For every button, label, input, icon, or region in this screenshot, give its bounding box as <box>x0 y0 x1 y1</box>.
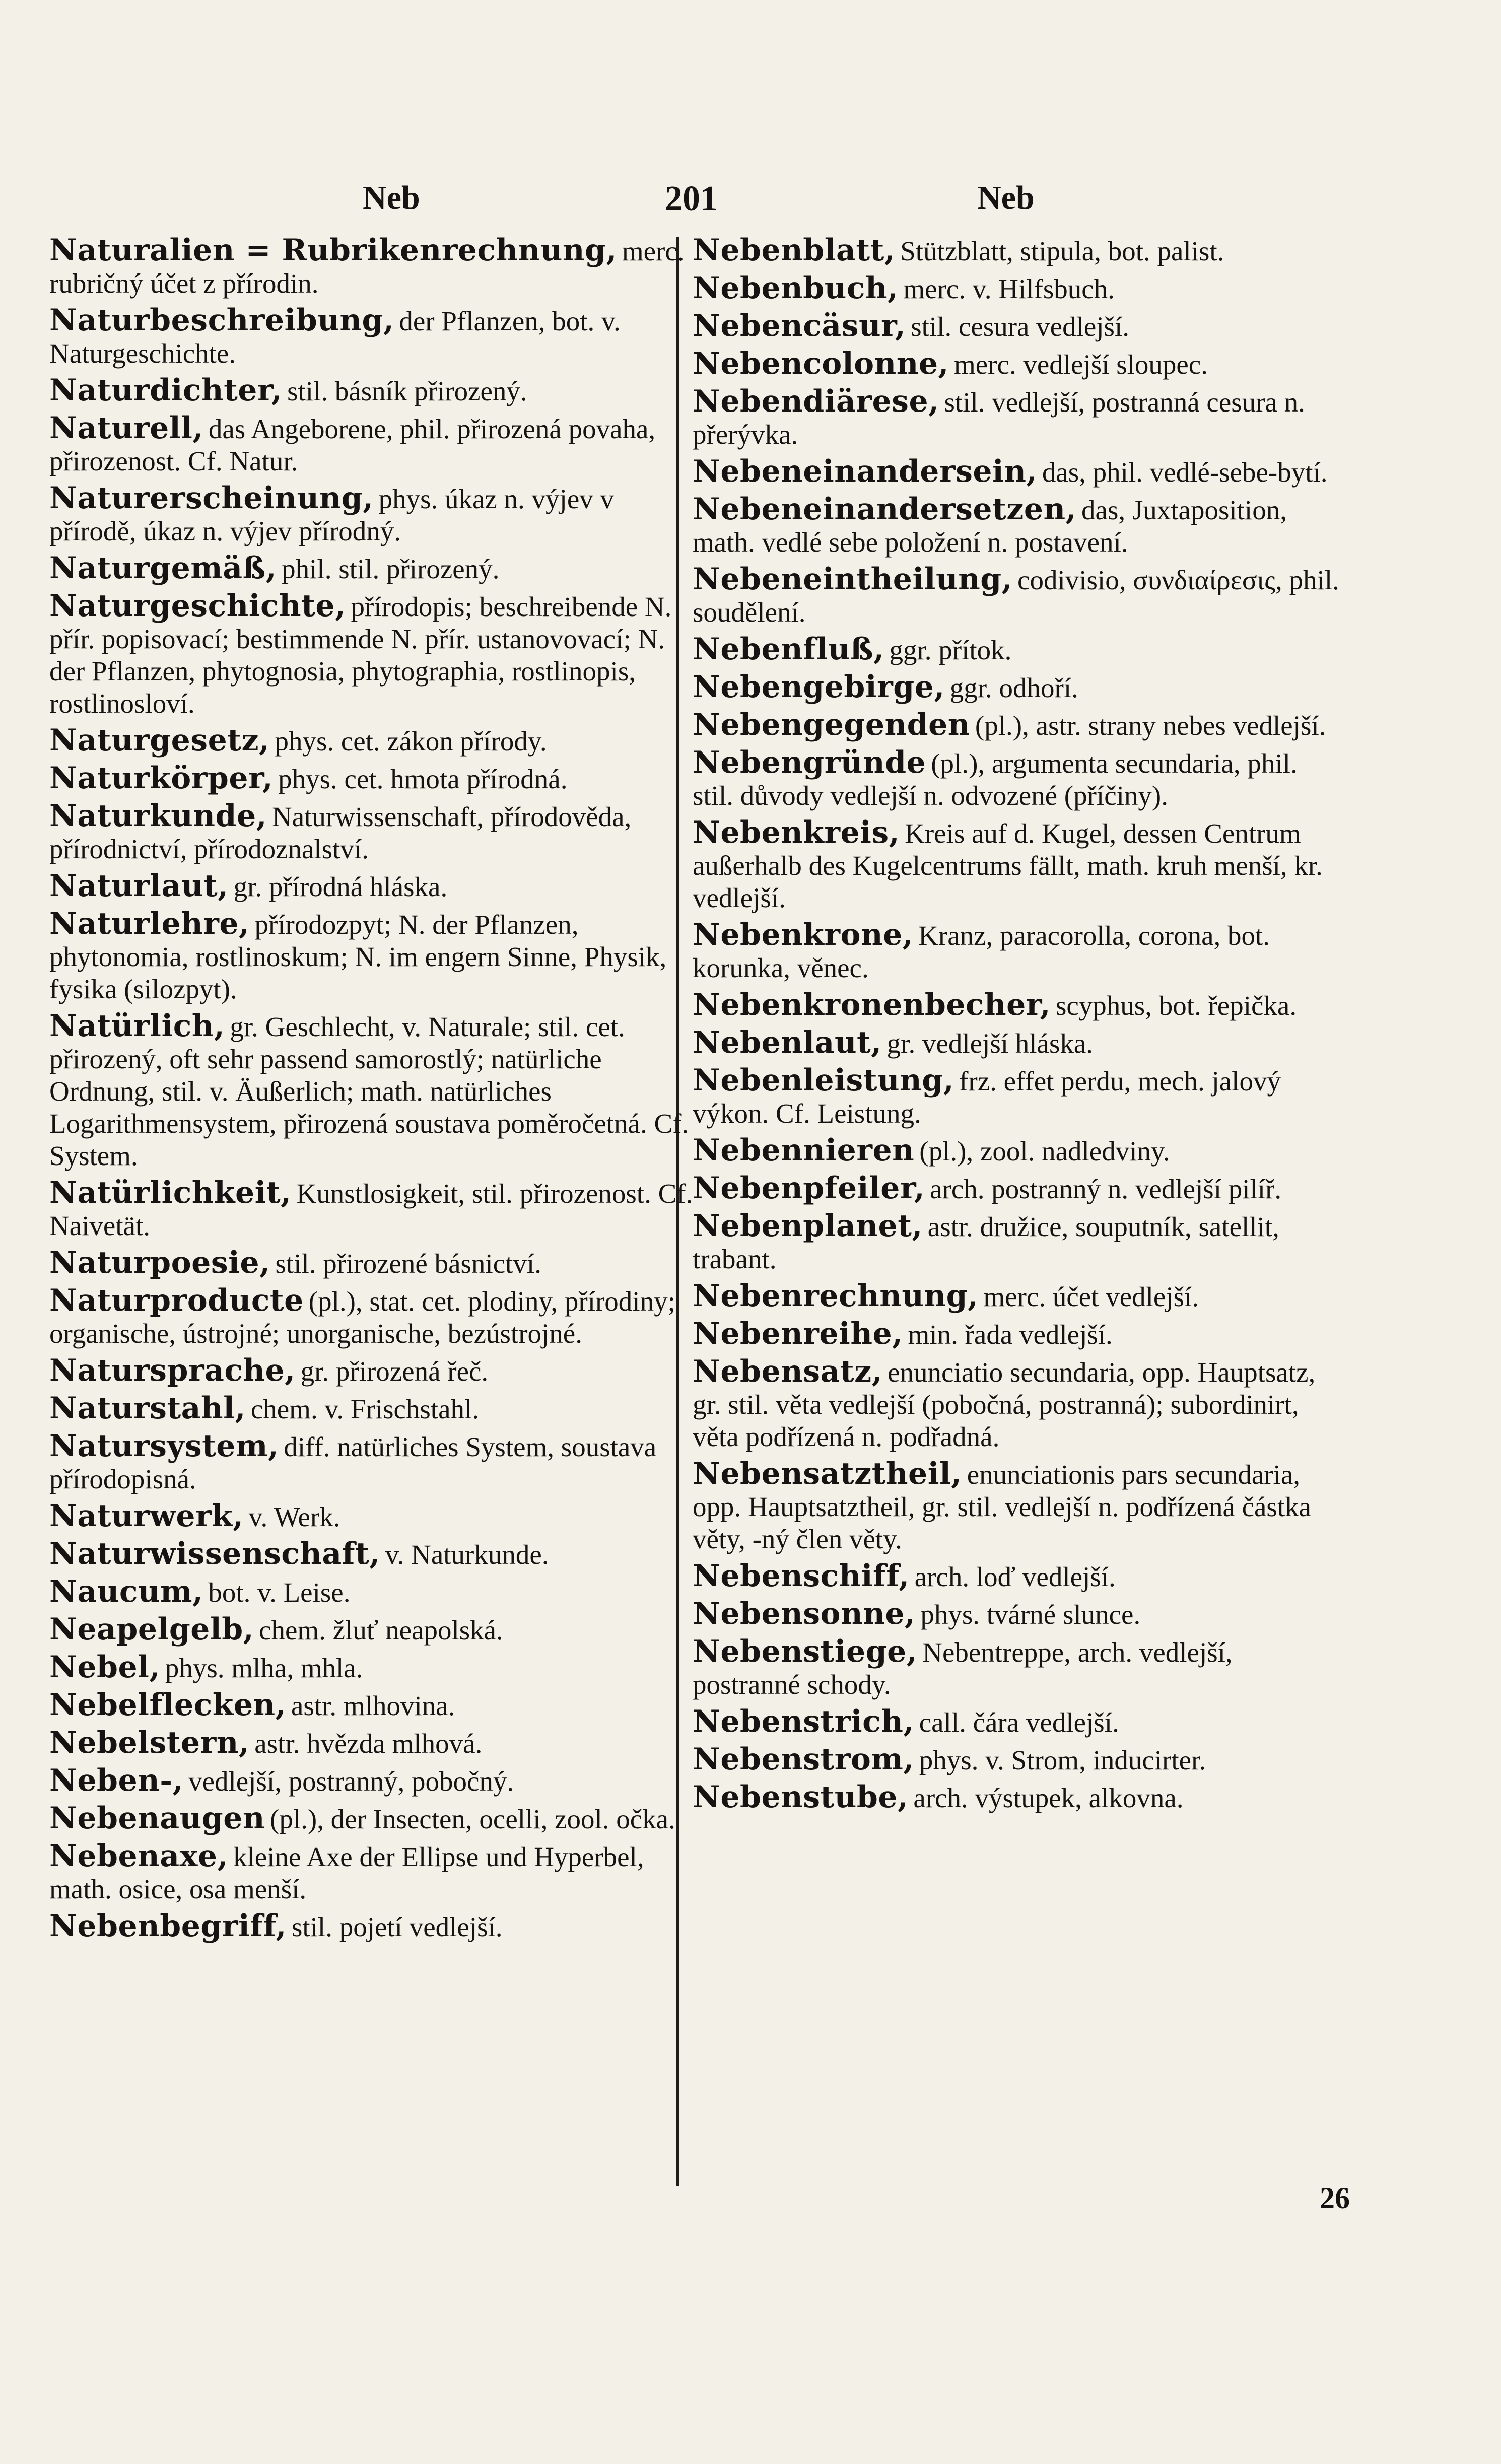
entry-headword: Naturwissenschaft, <box>49 1536 380 1571</box>
entry-definition: (pl.), astr. strany nebes vedlejší. <box>975 710 1326 741</box>
dictionary-entry <box>693 1705 1342 1739</box>
dictionary-entry <box>49 1500 699 1533</box>
dictionary-entry <box>49 412 699 477</box>
entry-definition: Kunstlosigkeit, stil. přirozenost. Cf. Naivetät. <box>49 1178 693 1241</box>
entry-definition: Kranz, paracorolla, corona, bot. korunka, věnec. <box>693 920 1270 983</box>
dictionary-entry <box>49 908 699 1005</box>
entry-definition: astr. hvězda mlhová. <box>254 1728 483 1759</box>
entry-definition: stil. přirozené básnictví. <box>275 1248 541 1279</box>
entry-definition: codivisio, συνδιαίρεσις, phil. soudělení. <box>693 565 1339 628</box>
entry-definition: phys. cet. zákon přírody. <box>275 726 547 757</box>
entry-headword: Nebencäsur, <box>693 308 906 344</box>
page-number: 201 <box>665 179 718 218</box>
entry-definition: přírodozpyt; N. der Pflanzen, phytonomia, rostlinoskum; N. im engern Sinne, Physik, fysika (silozpyt). <box>49 909 667 1004</box>
entry-headword: Nebenblatt, <box>693 233 896 268</box>
entry-headword: Naturbeschreibung, <box>49 303 394 338</box>
entry-definition: merc. v. Hilfsbuch. <box>903 273 1115 304</box>
running-head-right: Neb <box>977 179 1035 216</box>
entry-headword: Naturgesetz, <box>49 723 270 758</box>
dictionary-entry <box>49 1538 699 1571</box>
entry-definition: arch. výstupek, alkovna. <box>913 1783 1184 1813</box>
dictionary-entry <box>693 348 1342 381</box>
entry-headword: Nebenaugen <box>49 1801 265 1836</box>
dictionary-entry <box>49 234 699 300</box>
dictionary-entry <box>49 1910 699 1943</box>
dictionary-entry <box>49 1802 699 1835</box>
dictionary-entry <box>693 633 1342 666</box>
entry-definition: arch. loď vedlejší. <box>914 1561 1116 1592</box>
dictionary-entry <box>693 746 1342 812</box>
dictionary-entry <box>49 552 699 585</box>
dictionary-entry <box>693 671 1342 704</box>
dictionary-entry <box>693 1355 1342 1453</box>
dictionary-entry <box>693 272 1342 305</box>
entry-definition: phys. v. Strom, inducirter. <box>919 1745 1206 1775</box>
entry-definition: ggr. přítok. <box>889 635 1012 665</box>
entry-definition: Nebentreppe, arch. vedlejší, postranné schody. <box>693 1637 1233 1700</box>
entry-definition: stil. pojetí vedlejší. <box>291 1911 503 1942</box>
entry-definition: das, Juxtaposition, math. vedlé sebe položení n. postavení. <box>693 495 1287 558</box>
dictionary-entry <box>693 1210 1342 1275</box>
entry-headword: Nebensatz, <box>693 1354 883 1389</box>
entry-headword: Naturgeschichte, <box>49 588 346 624</box>
entry-headword: Nebeneintheilung, <box>693 562 1013 597</box>
entry-headword: Naturlehre, <box>49 906 250 941</box>
dictionary-entry <box>693 455 1342 489</box>
dictionary-entry <box>49 374 699 407</box>
entry-definition: kleine Axe der Ellipse und Hyperbel, math. osice, osa menší. <box>49 1841 644 1904</box>
entry-definition: phys. úkaz n. výjev v přírodě, úkaz n. výjev přírodný. <box>49 484 614 546</box>
dictionary-entry <box>49 1430 699 1495</box>
entry-definition: bot. v. Leise. <box>208 1577 351 1608</box>
entry-definition: phys. cet. hmota přírodná. <box>278 764 568 794</box>
entry-headword: Nebenstrich, <box>693 1704 914 1739</box>
dictionary-entry <box>693 234 1342 267</box>
dictionary-entry <box>49 1613 699 1647</box>
dictionary-entry <box>693 1598 1342 1631</box>
dictionary-entry <box>49 1354 699 1388</box>
dictionary-entry <box>49 870 699 903</box>
dictionary-entry <box>49 304 699 370</box>
entry-definition: merc. vedlejší sloupec. <box>953 349 1208 380</box>
dictionary-entry <box>49 1247 699 1280</box>
entry-definition: call. čára vedlejší. <box>919 1707 1119 1738</box>
entry-definition: vedlejší, postranný, pobočný. <box>188 1766 514 1797</box>
dictionary-entry <box>693 1458 1342 1555</box>
entry-headword: Nebenfluß, <box>693 632 884 667</box>
dictionary-entry <box>693 1172 1342 1205</box>
right-column <box>693 234 1342 1819</box>
entry-definition: gr. vedlejší hláska. <box>886 1028 1094 1059</box>
entry-headword: Naucum, <box>49 1574 203 1609</box>
entry-definition: merc. účet vedlejší. <box>983 1281 1199 1312</box>
entry-headword: Nebenstrom, <box>693 1742 914 1777</box>
entry-definition: der Pflanzen, bot. v. Naturgeschichte. <box>49 306 621 369</box>
dictionary-entry <box>49 1840 699 1905</box>
dictionary-entry <box>49 800 699 865</box>
entry-headword: Nebenleistung, <box>693 1063 954 1098</box>
entry-headword: Nebenkronenbecher, <box>693 987 1051 1022</box>
entry-headword: Nebenbuch, <box>693 270 899 306</box>
entry-definition: diff. natürliches System, soustava přírodopisná. <box>49 1431 657 1494</box>
entry-headword: Naturstahl, <box>49 1391 246 1426</box>
entry-definition: gr. přírodná hláska. <box>233 871 448 902</box>
dictionary-entry <box>49 482 699 547</box>
dictionary-entry <box>693 563 1342 629</box>
entry-headword: Nebenplanet, <box>693 1208 923 1244</box>
dictionary-entry <box>693 1064 1342 1130</box>
entry-definition: enunciationis pars secundaria, opp. Hauptsatztheil, gr. stil. vedlejší n. podřízená částka věty, -ný člen věty. <box>693 1459 1312 1554</box>
entry-headword: Naturerscheinung, <box>49 481 374 516</box>
entry-definition: phil. stil. přirozený. <box>282 554 500 584</box>
entry-definition: das Angeborene, phil. přirozená povaha, přirozenost. Cf. Natur. <box>49 414 656 476</box>
entry-headword: Naturkörper, <box>49 761 274 796</box>
dictionary-entry <box>693 1560 1342 1593</box>
entry-headword: Nebenrechnung, <box>693 1278 979 1314</box>
dictionary-entry <box>693 709 1342 742</box>
entry-headword: Nebel, <box>49 1650 160 1685</box>
entry-definition: Stützblatt, stipula, bot. palist. <box>900 236 1224 266</box>
entry-definition: chem. v. Frischstahl. <box>250 1394 480 1424</box>
dictionary-entry <box>693 919 1342 984</box>
signature-mark: 26 <box>1320 2181 1350 2215</box>
entry-headword: Naturpoesie, <box>49 1245 270 1280</box>
entry-definition: arch. postranný n. vedlejší pilíř. <box>930 1174 1282 1204</box>
entry-definition: stil. básník přirozený. <box>287 376 527 406</box>
entry-definition: v. Werk. <box>248 1501 340 1532</box>
entry-definition: ggr. odhoří. <box>949 672 1078 703</box>
entry-headword: Naturkunde, <box>49 798 267 834</box>
entry-headword: Naturlaut, <box>49 868 229 904</box>
entry-headword: Nebensatztheil, <box>693 1456 962 1491</box>
entry-headword: Natürlich, <box>49 1008 225 1044</box>
entry-definition: Naturwissenschaft, přírodověda, přírodnictví, přírodoznalství. <box>49 801 632 864</box>
entry-headword: Naturgemäß, <box>49 551 277 586</box>
entry-headword: Nebenpfeiler, <box>693 1171 925 1206</box>
entry-definition: (pl.), argumenta secundaria, phil. stil. důvody vedlejší n. odvozené (příčiny). <box>693 748 1298 811</box>
entry-headword: Nebenkreis, <box>693 815 900 850</box>
entry-definition: phys. mlha, mhla. <box>165 1653 363 1683</box>
entry-headword: Nebennieren <box>693 1133 915 1168</box>
entry-definition: Kreis auf d. Kugel, dessen Centrum außerhalb des Kugelcentrums fällt, math. kruh menší, kr. vedlejší. <box>693 818 1323 913</box>
dictionary-entry <box>693 989 1342 1022</box>
entry-headword: Nebenstiege, <box>693 1634 918 1669</box>
dictionary-entry <box>693 1280 1342 1313</box>
entry-headword: Natursystem, <box>49 1428 279 1464</box>
entry-headword: Naturalien = Rubrikenrechnung, <box>49 233 617 268</box>
entry-definition: stil. cesura vedlejší. <box>911 311 1129 342</box>
entry-definition: astr. mlhovina. <box>291 1690 455 1721</box>
entry-headword: Nebeneinandersetzen, <box>693 492 1077 527</box>
entry-headword: Neapelgelb, <box>49 1612 254 1647</box>
dictionary-entry <box>693 1635 1342 1701</box>
entry-definition: stil. vedlejší, postranná cesura n. přerývka. <box>693 387 1305 450</box>
dictionary-entry <box>49 1727 699 1760</box>
entry-definition: gr. Geschlecht, v. Naturale; stil. cet. přirozený, oft sehr passend samorostlý; natürliche Ordnung, stil. v. Äußerlich; math. natürliches Logarithmensystem, přirozená soustava poměročetná. Cf. System. <box>49 1011 689 1171</box>
entry-definition: phys. tvárné slunce. <box>920 1599 1141 1630</box>
entry-headword: Nebenstube, <box>693 1779 909 1815</box>
entry-definition: (pl.), der Insecten, ocelli, zool. očka. <box>270 1804 675 1834</box>
entry-headword: Nebengebirge, <box>693 669 945 705</box>
dictionary-entry <box>49 1576 699 1609</box>
dictionary-entry <box>49 1177 699 1242</box>
entry-headword: Nebenbegriff, <box>49 1908 287 1944</box>
entry-definition: enunciatio secundaria, opp. Hauptsatz, gr. stil. věta vedlejší (pobočná, postranná); subordinirt, věta podřízená n. podřadná. <box>693 1357 1316 1452</box>
dictionary-entry <box>693 1318 1342 1351</box>
entry-headword: Nebenreihe, <box>693 1316 903 1351</box>
dictionary-entry <box>693 1743 1342 1776</box>
entry-headword: Nebelstern, <box>49 1725 250 1760</box>
entry-definition: min. řada vedlejší. <box>908 1319 1113 1350</box>
entry-definition: (pl.), zool. nadledviny. <box>919 1136 1170 1167</box>
dictionary-entry <box>49 1392 699 1425</box>
entry-definition: frz. effet perdu, mech. jalový výkon. Cf. Leistung. <box>693 1066 1281 1129</box>
dictionary-entry <box>49 1764 699 1798</box>
entry-headword: Naturproducte <box>49 1283 304 1318</box>
dictionary-entry <box>49 1651 699 1684</box>
entry-headword: Nebengegenden <box>693 707 970 742</box>
entry-headword: Nebenaxe, <box>49 1838 228 1874</box>
entry-definition: gr. přirozená řeč. <box>300 1356 489 1387</box>
entry-headword: Nebencolonne, <box>693 346 949 381</box>
dictionary-entry <box>693 1134 1342 1168</box>
entry-headword: Neben-, <box>49 1763 184 1798</box>
entry-definition: merc. rubričný účet z přírodin. <box>49 236 685 299</box>
entry-headword: Naturwerk, <box>49 1498 244 1534</box>
entry-headword: Nebenlaut, <box>693 1025 882 1060</box>
entry-headword: Nebensonne, <box>693 1596 916 1631</box>
entry-headword: Nebenkrone, <box>693 917 914 952</box>
entry-definition: das, phil. vedlé-sebe-bytí. <box>1042 457 1328 488</box>
entry-headword: Naturdichter, <box>49 373 283 408</box>
dictionary-entry <box>693 493 1342 559</box>
dictionary-entry <box>49 724 699 758</box>
entry-definition: chem. žluť neapolská. <box>259 1615 503 1646</box>
entry-definition: astr. družice, souputník, satellit, trabant. <box>693 1211 1279 1274</box>
dictionary-entry <box>49 1010 699 1172</box>
dictionary-entry <box>693 385 1342 451</box>
entry-headword: Nebendiärese, <box>693 384 939 419</box>
entry-headword: Naturell, <box>49 410 203 446</box>
dictionary-entry <box>49 762 699 795</box>
entry-definition: scyphus, bot. řepička. <box>1055 990 1297 1021</box>
entry-headword: Nebengründe <box>693 745 926 780</box>
dictionary-entry <box>693 1026 1342 1060</box>
entry-definition: přírodopis; beschreibende N. přír. popisovací; bestimmende N. přír. ustanovovací; N. der Pflanzen, phytognosia, phytographia, rostlinopis, rostlinosloví. <box>49 591 672 719</box>
left-column <box>49 234 699 1948</box>
entry-headword: Natürlichkeit, <box>49 1175 292 1210</box>
entry-headword: Nebeneinandersein, <box>693 454 1037 489</box>
dictionary-entry <box>693 816 1342 914</box>
entry-headword: Nebenschiff, <box>693 1558 910 1594</box>
dictionary-entry <box>693 310 1342 343</box>
running-head-left: Neb <box>363 179 420 216</box>
entry-definition: v. Naturkunde. <box>385 1539 549 1570</box>
entry-headword: Nebelflecken, <box>49 1687 287 1723</box>
dictionary-entry <box>693 1781 1342 1814</box>
dictionary-entry <box>49 590 699 720</box>
dictionary-entry <box>49 1284 699 1350</box>
entry-headword: Natursprache, <box>49 1353 296 1388</box>
dictionary-entry <box>49 1689 699 1722</box>
entry-definition: (pl.), stat. cet. plodiny, přírodiny; organische, ústrojné; unorganische, bezústrojné. <box>49 1286 675 1349</box>
